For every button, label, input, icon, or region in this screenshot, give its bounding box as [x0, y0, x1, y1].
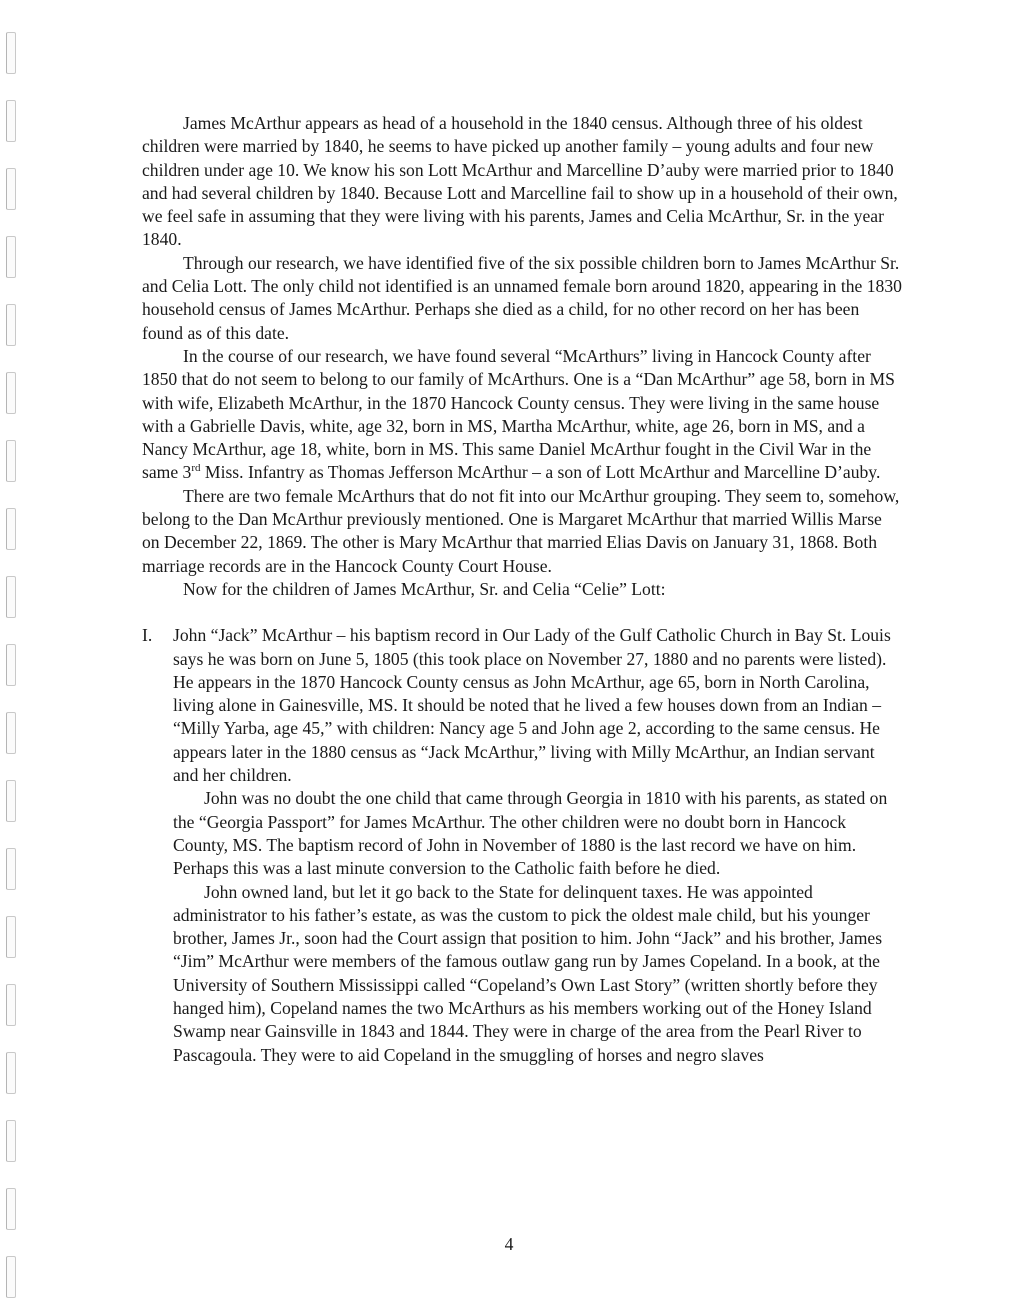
binder-hole: [6, 1256, 16, 1298]
paragraph-georgia-passport: John was no doubt the one child that came through Georgia in 1810 with his parents, as stated on the “Georgia Passport” for James McArthur. The other children were no doubt born in Hancock County, MS. The baptism record of John in November of 1880 is the last record we have on him. Perhaps this was a last minute conversion to the Catholic faith before he died.: [173, 788, 888, 879]
superscript-ordinal: rd: [191, 461, 201, 474]
list-item-text: John “Jack” McArthur – his baptism record in Our Lady of the Gulf Catholic Church in Bay St. Louis says he was born on June 5, 1805 (this took place on November 27, 1880 and no parents were listed). He appears in the 1870 Hancock County census as John McArthur, age 65, born in North Carolina, living alone in Gainesville, MS. It should be noted that he lived a few houses down from an Indian – “Milly Yarba, age 45,” with children: Nancy age 5 and John age 2, according to the same census. He appears later in the 1880 census as “Jack McArthur,” living with Milly McArthur, an Indian servant and her children.: [173, 625, 891, 786]
binder-hole: [6, 780, 16, 822]
paragraph-text: In the course of our research, we have found several “McArthurs” living in Hancock County after 1850 that do not seem to belong to our family of McArthurs. One is a “Dan McArthur” age 58, born in MS with wife, Elizabeth McArthur, in the 1870 Hancock County census. They were living in the same house with a Gabrielle Davis, white, age 32, born in MS, Martha McArthur, white, age 26, born in MS, and a Nancy McArthur, age 18, white, born in MS. This same Daniel McArthur fought in the Civil War in the same 3: [142, 345, 895, 483]
binder-hole: [6, 644, 16, 686]
binder-hole: [6, 236, 16, 278]
page-body: [142, 112, 902, 1067]
binder-hole: [6, 848, 16, 890]
binder-hole-strip: [3, 0, 19, 1315]
paragraph-copeland-gang: John owned land, but let it go back to the State for delinquent taxes. He was appointed administrator to his father’s estate, as was the custom to pick the oldest male child, but his younger brother, James Jr., soon had the Court assign that position to him. John “Jack” and his brother, James “Jim” McArthur were members of the famous outlaw gang run by James Copeland. In a book, at the University of Southern Mississippi called “Copeland’s Own Last Story” (written shortly before they hanged him), Copeland names the two McArthurs as his members working out of the Honey Island Swamp near Gainsville in 1843 and 1844. They were in charge of the area from the Pearl River to Pascagoula. They were to aid Copeland in the smuggling of horses and negro slaves: [173, 881, 883, 1065]
binder-hole: [6, 984, 16, 1026]
paragraph-female-mcarthurs: There are two female McArthurs that do not fit into our McArthur grouping. They seem to, somehow, belong to the Dan McArthur previously mentioned. One is Margaret McArthur that married Willis Marse on December 22, 1869. The other is Mary McArthur that married Elias Davis on January 31, 1868. Both marriage records are in the Hancock County Court House.: [142, 485, 900, 576]
binder-hole: [6, 916, 16, 958]
binder-hole: [6, 168, 16, 210]
paragraph-text: Miss. Infantry as Thomas Jefferson McArthur – a son of Lott McArthur and Marcelline D’auby.: [200, 462, 881, 483]
list-item-john-jack: [142, 624, 902, 787]
binder-hole: [6, 372, 16, 414]
binder-hole: [6, 1188, 16, 1230]
binder-hole: [6, 304, 16, 346]
paragraph-other-mcarthurs: [142, 345, 902, 485]
paragraph-children-intro: Now for the children of James McArthur, Sr. and Celia “Celie” Lott:: [183, 578, 666, 599]
binder-hole: [6, 32, 16, 74]
binder-hole: [6, 508, 16, 550]
list-item-number: I.: [142, 625, 153, 646]
binder-hole: [6, 1120, 16, 1162]
binder-hole: [6, 576, 16, 618]
paragraph-six-children: Through our research, we have identified five of the six possible children born to James McArthur Sr. and Celia Lott. The only child not identified is an unnamed female born around 1820, appearing in the 1830 household census of James McArthur. Perhaps she died as a child, for no other record on her has been found as of this date.: [142, 252, 902, 343]
binder-hole: [6, 100, 16, 142]
paragraph-1840-census: James McArthur appears as head of a household in the 1840 census. Although three of his oldest children were married by 1840, he seems to have picked up another family – young adults and four new children under age 10. We know his son Lott McArthur and Marcelline D’auby were married prior to 1840 and had several children by 1840. Because Lott and Marcelline fail to show up in a household of their own, we feel safe in assuming that they were living with his parents, James and Celia McArthur, Sr. in the year 1840.: [142, 113, 898, 250]
binder-hole: [6, 712, 16, 754]
page-number: 4: [504, 1234, 514, 1254]
binder-hole: [6, 1052, 16, 1094]
binder-hole: [6, 440, 16, 482]
